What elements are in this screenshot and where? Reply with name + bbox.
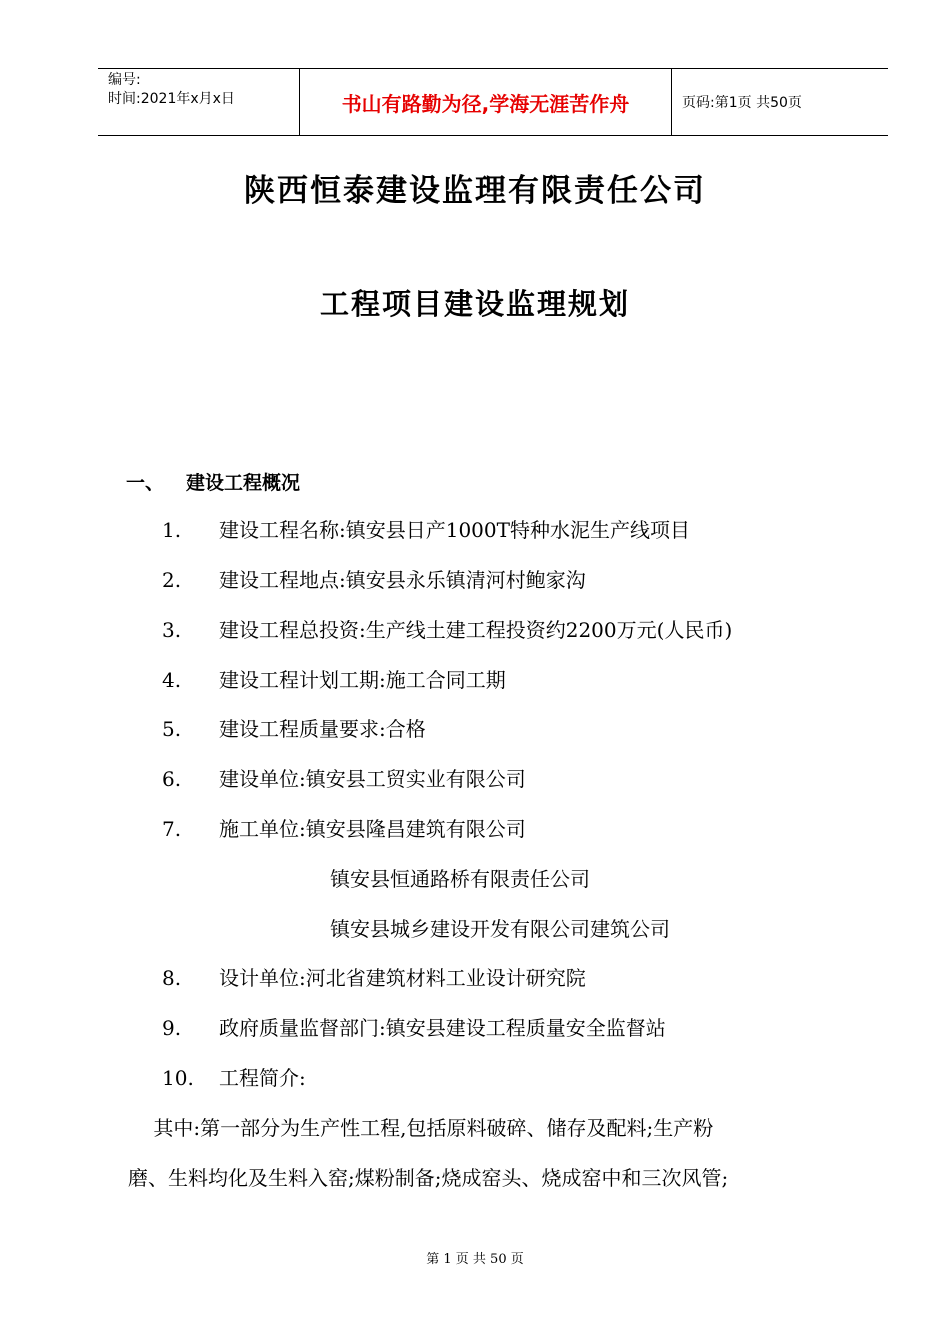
number-label: 编号: (108, 72, 141, 88)
list-item: 4. 建设工程计划工期:施工合同工期 (162, 668, 506, 692)
page-info: 页码:第1页 共50页 (682, 95, 802, 111)
list-item: 8. 设计单位:河北省建筑材料工业设计研究院 (162, 966, 586, 990)
contractor-line: 镇安县恒通路桥有限责任公司 (330, 867, 590, 891)
section-number: 一、 (126, 472, 165, 494)
section-heading (126, 468, 300, 495)
list-item: 1. 建设工程名称:镇安县日产1000T特种水泥生产线项目 (162, 518, 690, 542)
list-item: 2. 建设工程地点:镇安县永乐镇清河村鲍家沟 (162, 568, 586, 592)
paragraph-line: 其中:第一部分为生产性工程,包括原料破碎、储存及配料;生产粉 (128, 1116, 714, 1140)
header-table (98, 68, 888, 136)
page-footer: 第 1 页 共 50 页 (426, 1252, 524, 1267)
header-meta-cell (98, 69, 300, 135)
time-label: 时间:2021年x月x日 (108, 91, 235, 107)
list-item: 3. 建设工程总投资:生产线土建工程投资约2200万元(人民币) (162, 618, 733, 642)
list-item: 10. 工程简介: (162, 1066, 306, 1090)
header-motto-cell (300, 69, 672, 135)
paragraph-line: 磨、生料均化及生料入窑;煤粉制备;烧成窑头、烧成窑中和三次风管; (128, 1166, 729, 1190)
company-title: 陕西恒泰建设监理有限责任公司 (244, 173, 706, 209)
header-page-cell (672, 69, 888, 135)
plan-title: 工程项目建设监理规划 (319, 287, 630, 321)
motto-text: 书山有路勤为径,学海无涯苦作舟 (341, 91, 630, 116)
section-title: 建设工程概况 (186, 472, 301, 494)
list-item: 5. 建设工程质量要求:合格 (162, 717, 426, 741)
list-item: 9. 政府质量监督部门:镇安县建设工程质量安全监督站 (162, 1016, 666, 1040)
list-item: 7. 施工单位:镇安县隆昌建筑有限公司 (162, 817, 526, 841)
list-item: 6. 建设单位:镇安县工贸实业有限公司 (162, 767, 526, 791)
contractor-line: 镇安县城乡建设开发有限公司建筑公司 (330, 917, 670, 941)
